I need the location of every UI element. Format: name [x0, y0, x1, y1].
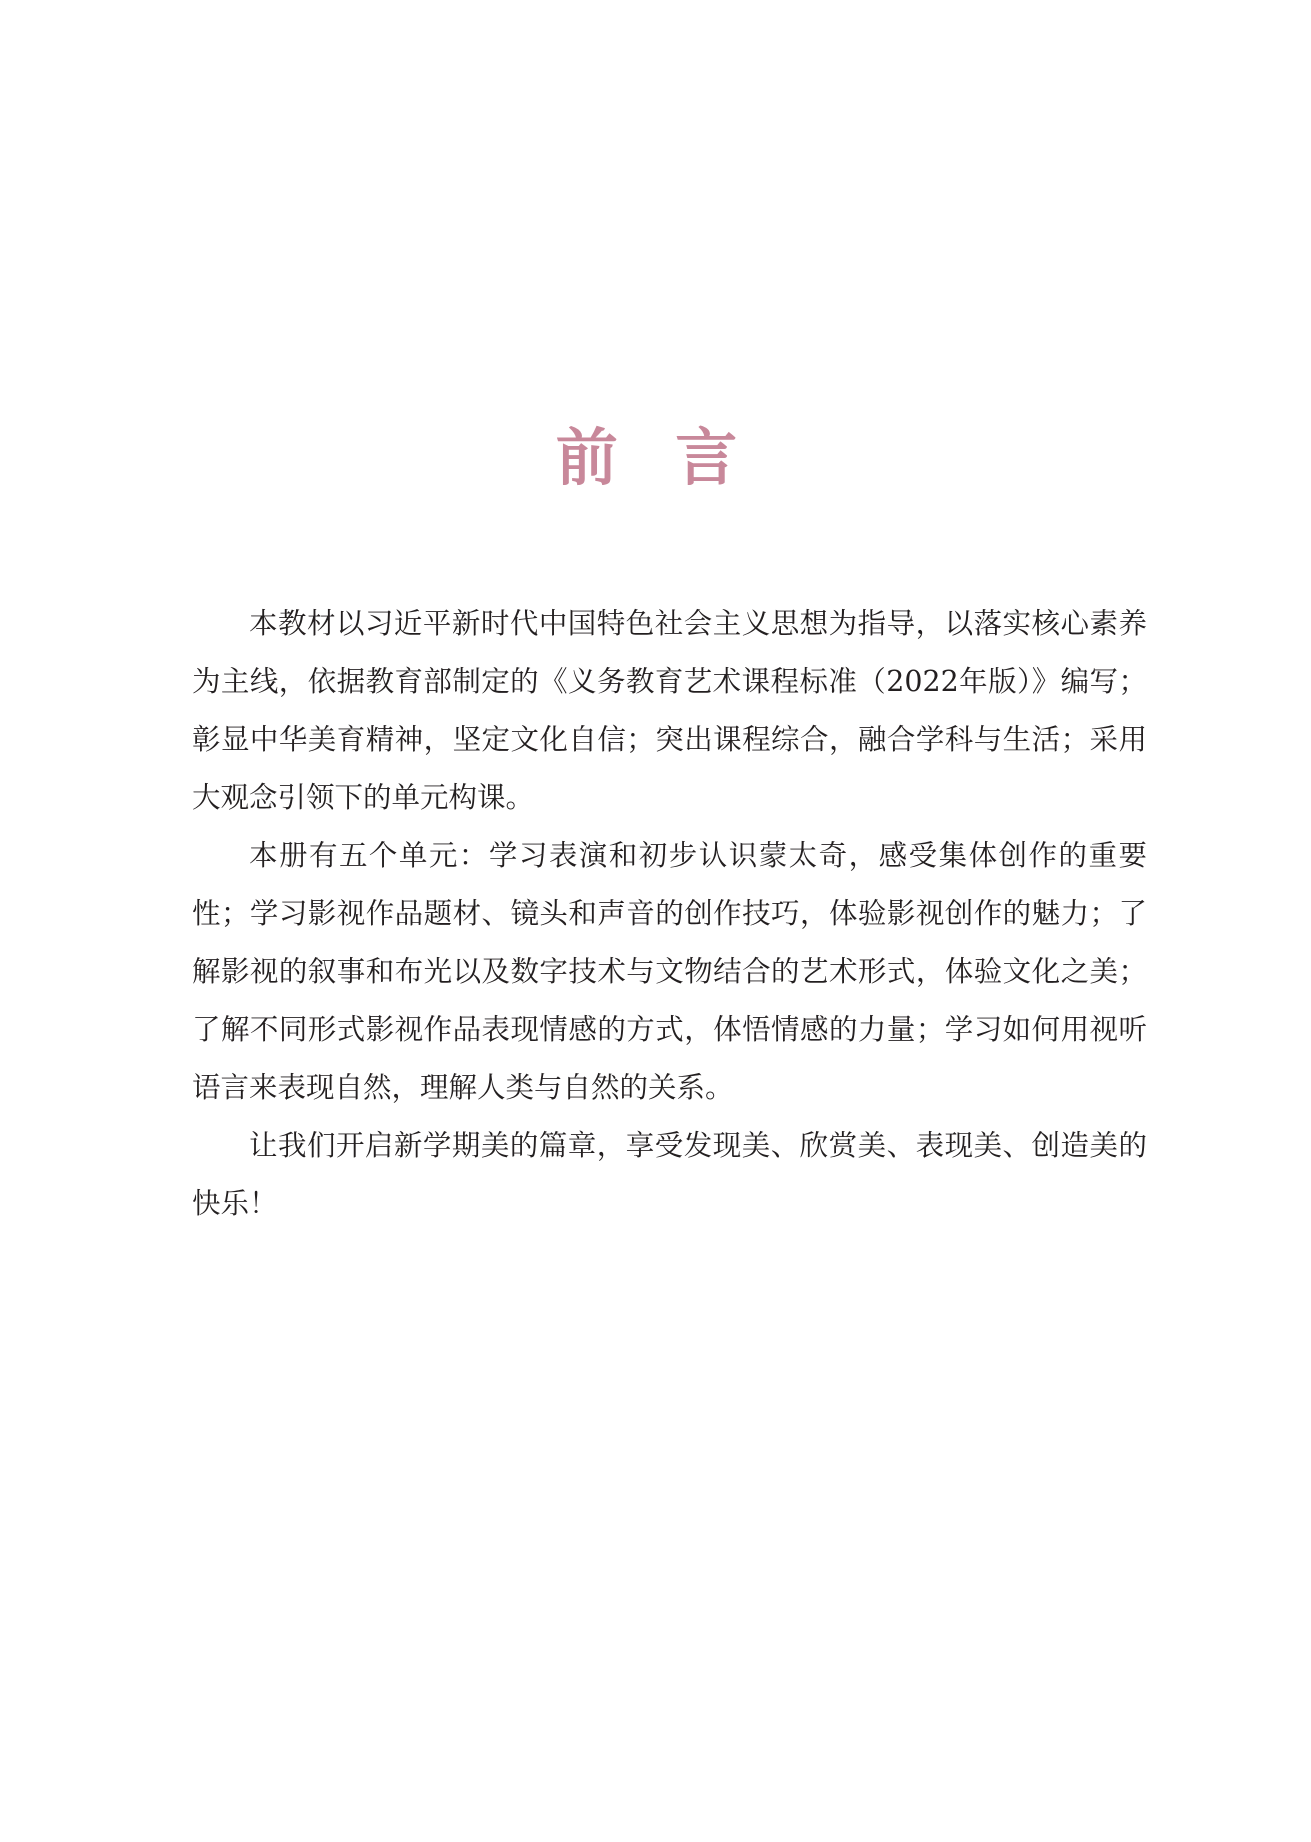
paragraph-1: 本教材以习近平新时代中国特色社会主义思想为指导，以落实核心素养为主线，依据教育部制定的《义务教育艺术课程标准（2022年版）》编写；彰显中华美育精神，坚定文化自信；突出课程综合，融合学科与生活；采用大观念引领下的单元构课。 [192, 607, 1147, 814]
paragraph-2: 本册有五个单元：学习表演和初步认识蒙太奇，感受集体创作的重要性；学习影视作品题材、镜头和声音的创作技巧，体验影视创作的魅力；了解影视的叙事和布光以及数字技术与文物结合的艺术形式，体验文化之美；了解不同形式影视作品表现情感的方式，体悟情感的力量；学习如何用视听语言来表现自然，理解人类与自然的关系。 [192, 839, 1147, 1104]
paragraph-3: 让我们开启新学期美的篇章，享受发现美、欣赏美、表现美、创造美的快乐！ [192, 1129, 1147, 1220]
preface-body [192, 595, 1147, 1233]
page-title: 前 言 [555, 420, 756, 494]
